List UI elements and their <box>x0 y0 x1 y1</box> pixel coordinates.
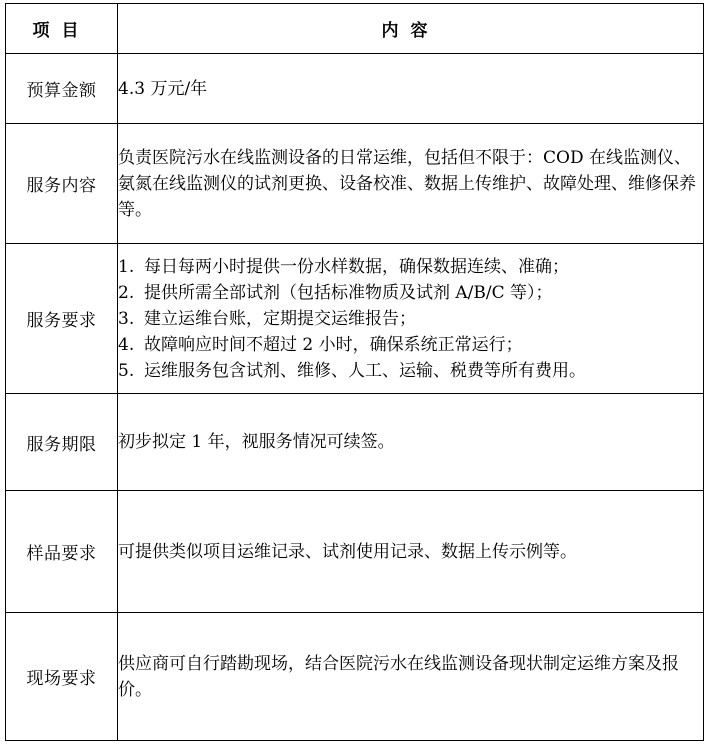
list-item-text: 运维服务包含试剂、维修、人工、运输、税费等所有费用。 <box>144 360 586 381</box>
header-item-text: 项目 <box>32 21 91 41</box>
row-label: 现场要求 <box>6 613 118 741</box>
row-label: 预算金额 <box>6 54 118 124</box>
procurement-table <box>5 3 704 741</box>
list-item-text: 故障响应时间不超过 2 小时，确保系统正常运行； <box>144 334 523 355</box>
table-row <box>6 54 704 124</box>
table-row <box>6 613 704 741</box>
list-item <box>118 254 703 280</box>
table-row <box>6 394 704 491</box>
row-label: 样品要求 <box>6 491 118 613</box>
list-item-number: 4. <box>118 334 135 355</box>
table-row <box>6 124 704 244</box>
list-item-text: 提供所需全部试剂（包括标准物质及试剂 A/B/C 等）； <box>144 282 553 303</box>
header-content-text: 内容 <box>381 21 440 41</box>
list-item-number: 2. <box>118 282 135 303</box>
spec-sheet <box>5 3 704 741</box>
row-content: 4.3 万元/年 <box>118 54 704 124</box>
row-content: 初步拟定 1 年，视服务情况可续签。 <box>118 394 704 491</box>
list-item <box>118 358 703 384</box>
header-content <box>118 4 704 54</box>
list-item-number: 5. <box>118 360 135 381</box>
list-item-text: 每日每两小时提供一份水样数据，确保数据连续、准确； <box>144 256 569 277</box>
table-row <box>6 491 704 613</box>
row-label: 服务要求 <box>6 244 118 394</box>
list-item-number: 3. <box>118 308 135 329</box>
list-item <box>118 280 703 306</box>
row-content: 供应商可自行踏勘现场，结合医院污水在线监测设备现状制定运维方案及报价。 <box>118 613 704 741</box>
list-item-text: 建立运维台账，定期提交运维报告； <box>144 308 416 329</box>
list-item-number: 1. <box>118 256 135 277</box>
list-item <box>118 332 703 358</box>
row-label: 服务期限 <box>6 394 118 491</box>
row-content <box>118 244 704 394</box>
row-label: 服务内容 <box>6 124 118 244</box>
header-item <box>6 4 118 54</box>
table-row <box>6 244 704 394</box>
table-header-row <box>6 4 704 54</box>
list-item <box>118 306 703 332</box>
row-content: 负责医院污水在线监测设备的日常运维，包括但不限于：COD 在线监测仪、氨氮在线监测仪的试剂更换、设备校准、数据上传维护、故障处理、维修保养等。 <box>118 124 704 244</box>
requirements-list <box>118 254 703 384</box>
row-content: 可提供类似项目运维记录、试剂使用记录、数据上传示例等。 <box>118 491 704 613</box>
